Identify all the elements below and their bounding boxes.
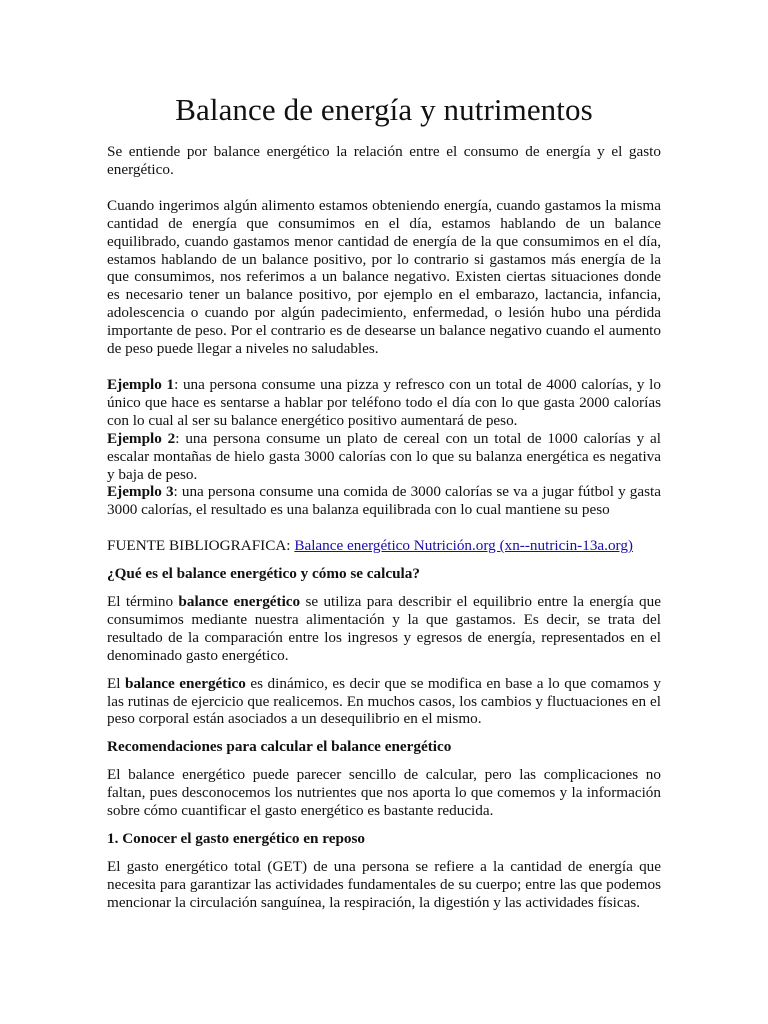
- example-2: [107, 430, 661, 484]
- examples-block: [107, 376, 661, 519]
- example-3: [107, 483, 661, 519]
- example-2-label: Ejemplo 2: [107, 429, 176, 447]
- term-before: El término: [107, 593, 179, 611]
- example-2-text: : una persona consume un plato de cereal con un total de 1000 calorías y al escalar montañas de hielo gasta 3000 calorías con lo que su balanza energética es negativa y baja de peso.: [107, 429, 662, 483]
- document-title: Balance de energía y nutrimentos: [175, 92, 593, 127]
- question-heading: ¿Qué es el balance energético y cómo se calcula?: [107, 565, 420, 583]
- intro-paragraph: Se entiende por balance energético la relación entre el consumo de energía y el gasto energético.: [107, 143, 661, 178]
- dynamic-after: es dinámico, es decir que se modifica en base a lo que comamos y las rutinas de ejercicio que realicemos. En muchos casos, los cambios y fluctuaciones en el peso corporal están asociados a un desequilibrio en el mismo.: [107, 674, 661, 728]
- dynamic-paragraph: [107, 675, 661, 729]
- term-bold: balance energético: [178, 593, 301, 611]
- bibliography-source: [107, 537, 661, 555]
- recommendations-heading: Recomendaciones para calcular el balance energético: [107, 738, 452, 756]
- term-after: se utiliza para describir el equilibrio entre la energía que consumimos mediante nuestra alimentación y la que gastamos. Es decir, se trata del resultado de la comparación entre los ingresos y egresos de energía, representados en el denominado gasto energético.: [107, 593, 661, 664]
- get-paragraph: El gasto energético total (GET) de una persona se refiere a la cantidad de energía que necesita para garantizar las actividades fundamentales de su cuerpo; entre las que podemos mencionar la circulación sanguínea, la respiración, la digestión y las actividades físicas.: [107, 857, 661, 911]
- example-1: [107, 376, 661, 430]
- term-paragraph: [107, 593, 661, 665]
- dynamic-bold: balance energético: [125, 674, 246, 692]
- source-link[interactable]: Balance energético Nutrición.org (xn--nutricin-13a.org): [294, 537, 633, 555]
- source-prefix: FUENTE BIBLIOGRAFICA:: [107, 537, 295, 555]
- example-3-label: Ejemplo 3: [107, 483, 174, 501]
- example-3-text: : una persona consume una comida de 3000 calorías se va a jugar fútbol y gasta 3000 calorías, el resultado es una balanza equilibrada con lo cual mantiene su peso: [107, 483, 661, 519]
- dynamic-before: El: [107, 674, 125, 692]
- step1-heading: 1. Conocer el gasto energético en reposo: [107, 830, 365, 847]
- recommendations-paragraph: El balance energético puede parecer sencillo de calcular, pero las complicaciones no faltan, pues desconocemos los nutrientes que nos aporta lo que comemos y la información sobre cómo cuantificar el gasto energético es bastante reducida.: [107, 766, 661, 820]
- balance-paragraph: Cuando ingerimos algún alimento estamos obteniendo energía, cuando gastamos la misma cantidad de energía que consumimos en el día, estamos hablando de un balance equilibrado, cuando gastamos menor cantidad de energía de la que consumimos en el día, estamos hablando de un balance positivo, por lo contrario si gastamos más energía de la que consumimos, nos referimos a un balance negativo. Existen ciertas situaciones donde es necesario tener un balance positivo, por ejemplo en el embarazo, lactancia, infancia, adolescencia o cuando por algún padecimiento, enfermedad, o lesión hubo una pérdida importante de peso. Por el contrario es de desearse un balance negativo cuando el aumento de peso puede llegar a niveles no saludables.: [107, 196, 661, 358]
- example-1-text: : una persona consume una pizza y refresco con un total de 4000 calorías, y lo único que hace es sentarse a hablar por teléfono todo el día con lo que gasta 2000 calorías con lo cual al ser su balance energético positivo aumentará de peso.: [107, 375, 661, 429]
- example-1-label: Ejemplo 1: [107, 375, 175, 393]
